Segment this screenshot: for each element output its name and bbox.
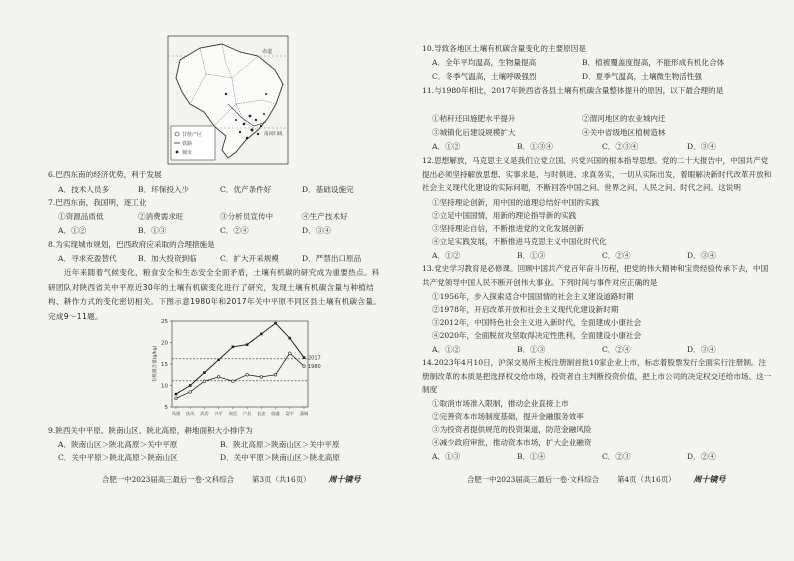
q12-option-c[interactable]: C．②④ bbox=[602, 251, 631, 260]
q7-item-3: ③分析员宣传中 bbox=[220, 212, 274, 221]
q9-stem: 9.陕西关中平原、陕南山区、陕北高原，耕地面积大小排序为 bbox=[48, 426, 253, 435]
chart-point-1980 bbox=[303, 365, 306, 368]
legend-label-2: 铁路 bbox=[182, 141, 193, 147]
q13-item-1: ①1956年，步入探索适合中国国情的社会主义建设道路时期 bbox=[432, 292, 634, 301]
chart-point-1980 bbox=[175, 397, 178, 400]
q12-item-2: ②立足中国国情，用新的理论指导新的实践 bbox=[432, 211, 577, 220]
q11-items-row-1 bbox=[432, 112, 772, 125]
chart-point-2017 bbox=[260, 333, 263, 336]
q11-option-b[interactable]: B．①③④ bbox=[517, 142, 553, 151]
q12-item-1: ①坚持理论创新，用中国的道理总结好中国的实践 bbox=[432, 198, 600, 207]
chart-xtick-label: 武功 bbox=[200, 411, 209, 416]
q14-option-a[interactable]: A．①③ bbox=[432, 452, 461, 461]
chart-point-2017 bbox=[189, 384, 192, 387]
q6-option-c[interactable]: C．优产条件好 bbox=[220, 185, 272, 194]
q10-option-a[interactable]: A．全年平均温高，生物量提高 bbox=[432, 58, 537, 67]
q7-item-2: ②消费需求旺 bbox=[138, 212, 184, 221]
chart-plot-frame bbox=[172, 321, 308, 407]
q14-item-2: ②完善资本市场制度基础，提升金融服务效率 bbox=[432, 412, 584, 421]
chart-series-label-1980: 1980 bbox=[308, 364, 321, 371]
chart-ytick-label: 25 bbox=[161, 319, 168, 325]
q6-options bbox=[58, 183, 383, 196]
chart-point-2017 bbox=[175, 393, 178, 396]
left-footer-tag: 周十镜号 bbox=[328, 474, 361, 484]
q11-items-row-2 bbox=[432, 126, 772, 139]
chart-point-2017 bbox=[303, 356, 306, 359]
q6-option-d[interactable]: D．基础设施完 bbox=[302, 185, 354, 194]
q10-stem: 10.导致各地区土壤有机碳含量变化的主要原因是 bbox=[422, 44, 586, 53]
legend-label-1: 甘蔗产区 bbox=[182, 132, 203, 138]
q11-item-1: ①秸秆还田施肥水平提升 bbox=[432, 114, 516, 123]
q6-option-b[interactable]: B．环保投入少 bbox=[138, 185, 190, 194]
q12-item-4: ④立足实践发展，不断推进马克思主义中国化时代化 bbox=[432, 237, 607, 246]
q8-option-c[interactable]: C．扩大开采规模 bbox=[220, 254, 279, 263]
passage-intro: 近年来随着气候变化，粮食安全和生态安全全面矛盾，土壤有机碳的研究成为重要热点。科研团队对陕西省关中平原近30年的土壤有机碳变化进行了研究，发现土壤有机碳含量与种植结构、耕作方式的变化密切相关。下图示意1980年和2017年关中平原不同区县土壤有机碳含量。完成9～11题。 bbox=[48, 268, 382, 321]
q11-option-c[interactable]: C．②③④ bbox=[602, 142, 639, 151]
q7-option-b[interactable]: B．①③ bbox=[138, 226, 167, 235]
chart-point-2017 bbox=[288, 337, 291, 340]
map-legend bbox=[171, 126, 215, 160]
q14-option-c[interactable]: C．②③ bbox=[602, 452, 631, 461]
left-footer-title: 合肥一中2023届高三最后一卷·文科综合 bbox=[102, 475, 235, 484]
chart-ylabel: 有机碳含量(g/kg) bbox=[153, 345, 158, 383]
chart-point-1980 bbox=[246, 373, 249, 376]
q6-option-a[interactable]: A．技术人员多 bbox=[58, 185, 110, 194]
q13-option-a[interactable]: A．①② bbox=[432, 345, 461, 354]
q8-stem: 8.为实现城市规划，巴西政府应采取的合理措施是 bbox=[48, 240, 215, 249]
q14-item-3: ③为投资者提供规范的投资渠道，防范金融风险 bbox=[432, 425, 592, 434]
q9-options-row-1 bbox=[58, 438, 383, 451]
q13-item-2: ②1978年，开启改革开放和社会主义现代化建设新时期 bbox=[432, 305, 619, 314]
right-footer-title: 合肥一中2023届高三最后一卷·文科综合 bbox=[467, 475, 600, 484]
chart-point-2017 bbox=[232, 346, 235, 349]
chart-ytick-label: 20 bbox=[161, 340, 168, 347]
chart-point-1980 bbox=[203, 380, 206, 383]
q13-item-4: ④2020年，全面脱贫攻坚取得决定性胜利，全面建设小康社会 bbox=[432, 331, 642, 340]
q9-option-b[interactable]: B．陕北高原＞陕南山区＞关中平原 bbox=[220, 440, 340, 449]
q8-option-b[interactable]: B．加大投资到临 bbox=[138, 254, 197, 263]
chart-point-1980 bbox=[274, 373, 277, 376]
q11-item-2: ②渭河地区的农业城内迁 bbox=[582, 114, 666, 123]
q11-options bbox=[432, 140, 772, 153]
chart-point-2017 bbox=[217, 358, 220, 361]
q12-option-b[interactable]: B．①③ bbox=[517, 251, 546, 260]
q9-option-c[interactable]: C．关中平原＞陕北高原＞陕南山区 bbox=[58, 453, 178, 462]
q7-option-a[interactable]: A．①② bbox=[58, 226, 87, 235]
map-tropic-label: 南回归线 bbox=[264, 132, 283, 137]
chart-xtick-label: 富平 bbox=[285, 411, 294, 416]
q7-stem: 7.巴西东南，我国明，逐工业 bbox=[48, 198, 147, 207]
q13-option-c[interactable]: C．②④ bbox=[602, 345, 631, 354]
q10-options-row-2 bbox=[432, 70, 772, 83]
chart-xtick-label: 户县 bbox=[242, 411, 252, 416]
soil-carbon-chart bbox=[142, 313, 342, 423]
q12-stem: 12.思想解放，马克思主义是我们立党立国、兴党兴国的根本指导思想。党的二十大报告中，中国共产党提出必须坚持解放思想、实事求是、与时俱进、求真务实，一切从实际出发，着眼解决新时代改革开放和社会主义现代化建设的实际问题，不断回答中国之问、世界之问、人民之问、时代之问。这说明 bbox=[422, 156, 772, 192]
right-page bbox=[397, 0, 794, 561]
chart-point-2017 bbox=[274, 322, 277, 325]
q11-item-4: ④关中省级地区植树造林 bbox=[582, 128, 666, 137]
chart-point-2017 bbox=[203, 371, 206, 374]
q10-options-row-1 bbox=[432, 56, 772, 69]
q9-option-d[interactable]: D．关中平原＞陕南山区＞陕北高原 bbox=[220, 453, 340, 462]
q14-option-b[interactable]: B．①④ bbox=[517, 452, 546, 461]
q8-option-a[interactable]: A．寻求充盈替代 bbox=[58, 254, 117, 263]
q11-item-3: ③城镇化后建设规模扩大 bbox=[432, 128, 516, 137]
right-footer bbox=[467, 474, 725, 485]
q7-item-4: ④生产技术好 bbox=[302, 212, 348, 221]
q8-option-d[interactable]: D．严禁出口原品 bbox=[302, 254, 362, 263]
q10-option-c[interactable]: C．冬季气温高，土壤呼吸强烈 bbox=[432, 72, 537, 81]
q13-item-3: ③2012年，中国特色社会主义进入新时代，全面建成小康社会 bbox=[432, 318, 642, 327]
q12-options bbox=[432, 249, 772, 262]
q13-options bbox=[432, 343, 772, 356]
q10-option-b[interactable]: B．植被覆盖度提高，不能形成有机化合体 bbox=[582, 58, 725, 67]
q9-option-a[interactable]: A．陕南山区＞陕北高原＞关中平原 bbox=[58, 440, 178, 449]
q7-option-c[interactable]: C．②④ bbox=[220, 226, 249, 235]
chart-xtick-label: 兴平 bbox=[214, 411, 223, 416]
brazil-map bbox=[166, 34, 290, 166]
chart-xtick-label: 临潼 bbox=[271, 411, 280, 416]
q13-stem: 13.党史学习教育是必修课。回顾中国共产党百年奋斗历程，把党的伟大精神和宝贵经验传承下去，中国共产党领导中国人民不断开创伟大事业。下列时间与事件对应正确的是 bbox=[422, 264, 769, 287]
chart-xtick-label: 周至 bbox=[228, 411, 238, 416]
q8-options bbox=[58, 252, 383, 265]
q7-options bbox=[58, 224, 383, 237]
right-footer-tag: 周十镜号 bbox=[693, 474, 726, 484]
chart-ytick-label: 10 bbox=[161, 383, 168, 390]
q7-option-d[interactable]: D．③④ bbox=[302, 226, 331, 235]
map-equator-label: 赤道 bbox=[262, 49, 273, 55]
chart-xtick-label: 扶风 bbox=[186, 411, 195, 416]
q7-item-1: ①资源品质低 bbox=[58, 212, 104, 221]
chart-series-label-2017: 2017 bbox=[308, 355, 321, 362]
q11-option-d[interactable]: D．③④ bbox=[687, 142, 716, 151]
legend-symbol-city bbox=[176, 151, 179, 154]
q10-option-d[interactable]: D．夏季气温高，土壤微生物活性强 bbox=[582, 72, 702, 81]
q12-option-d[interactable]: D．③④ bbox=[687, 251, 716, 260]
q6-stem: 6.巴西东南的经济优势，利于发展 bbox=[48, 170, 162, 179]
q13-option-d[interactable]: D．③④ bbox=[687, 345, 716, 354]
right-footer-page: 第4页（共16页） bbox=[617, 475, 676, 484]
chart-ytick-label: 5 bbox=[164, 405, 168, 411]
chart-point-1980 bbox=[288, 352, 291, 355]
q12-item-3: ③坚持理论自信，不断推进党的文化发展创新 bbox=[432, 224, 584, 233]
q11-option-a[interactable]: A．①② bbox=[432, 142, 461, 151]
legend-label-3: 城市 bbox=[182, 150, 193, 156]
chart-ytick-label: 15 bbox=[161, 362, 168, 368]
chart-xtick-label: 长安 bbox=[257, 411, 266, 416]
chart-point-1980 bbox=[217, 376, 220, 379]
q9-options-row-2 bbox=[58, 451, 383, 464]
chart-xtick-label: 蒲城 bbox=[299, 411, 309, 416]
q7-items bbox=[58, 210, 383, 223]
q14-option-d[interactable]: D．②④ bbox=[687, 452, 716, 461]
left-footer bbox=[102, 474, 360, 485]
q13-option-b[interactable]: B．①③ bbox=[517, 345, 546, 354]
q14-item-1: ①取消市场准入限制，推动企业直接上市 bbox=[432, 399, 569, 408]
chart-point-1980 bbox=[232, 380, 235, 383]
chart-xtick-label: 凤翔 bbox=[171, 411, 181, 416]
chart-point-2017 bbox=[246, 343, 249, 346]
left-footer-page: 第3页（共16页） bbox=[252, 475, 311, 484]
q14-stem: 14.2023年4月10日，沪深交易所主板注册制首批10家企业上市，标志着股票发行全面实行注册制。注册制改革的本质是把选择权交给市场，投资者自主判断投资价值，把上市公司的决定权交还给市场。这一制度 bbox=[422, 358, 772, 394]
q12-option-a[interactable]: A．①② bbox=[432, 251, 461, 260]
q14-options bbox=[432, 450, 772, 463]
chart-series-line-1980 bbox=[176, 353, 304, 398]
chart-point-1980 bbox=[260, 376, 263, 379]
chart-point-1980 bbox=[189, 391, 192, 394]
q14-item-4: ④减少政府审批，推动资本市场，扩大企业融资 bbox=[432, 438, 592, 447]
q11-stem: 11.与1980年相比，2017年陕西省各县土壤有机碳含量整体提升的原因，以下最合理的是 bbox=[422, 86, 724, 95]
